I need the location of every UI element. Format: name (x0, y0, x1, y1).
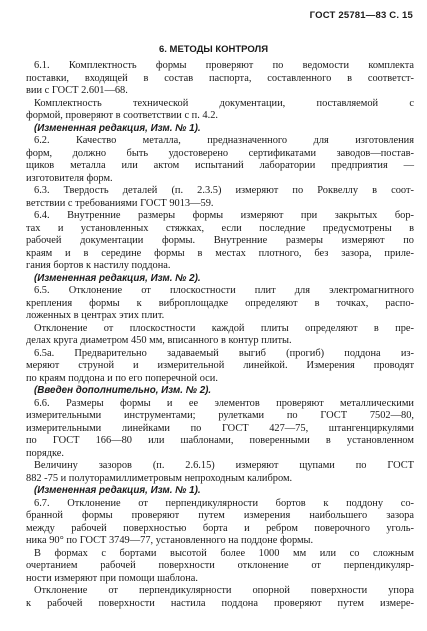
text-line: 6.5. Отклонение от плоскостности плит для электромагнитного (34, 285, 414, 296)
text-line: форм, должно быть удостоверено сертификатами заводов—постав- (26, 147, 414, 159)
text-line: по краям поддона и по его поперечной оси. (26, 372, 218, 384)
section-title: 6. МЕТОДЫ КОНТРОЛЯ (158, 44, 269, 55)
text-line: ложенных в центрах этих плит. (26, 310, 165, 321)
text-line: тах и установленных стяжках, если последние предусмотрены в (26, 222, 414, 234)
text-line: ветствии с требованиями ГОСТ 9013—59. (26, 197, 214, 209)
text-line: 6.3. Твердость деталей (п. 2.3.5) измеряют по Роквеллу в соот- (34, 185, 414, 196)
amendment-note: (Измененная редакция, Изм. № 2). (34, 272, 201, 284)
text-line: делах круга диаметром 450 мм, вписанного в контур плиты. (26, 335, 292, 346)
text-line: Отклонение от перпендикулярности опорной поверхности упора (34, 585, 414, 596)
text-line: меряют струной и измерительной линейкой. Измерения проводят (26, 360, 414, 371)
text-line: Комплектность технической документации, поставляемой с (34, 97, 414, 109)
text-line: 882 -75 и полуторамиллиметровым непроходным калибром. (26, 472, 293, 484)
text-line: формой, проверяют в соответствии с п. 4.2. (26, 110, 219, 121)
text-line: В формах с бортами высотой более 1000 мм или со сложным (34, 547, 414, 559)
text-line: поставки, входящей в состав паспорта, составленного в соответст- (26, 72, 414, 84)
page-header: ГОСТ 25781—83 С. 15 (309, 10, 413, 21)
text-line: к рабочей поверхности настила поддона проверяют путем измере- (26, 597, 414, 609)
text-line: 6.1. Комплектность формы проверяют по ведомости комплекта (34, 60, 414, 71)
text-line: между рабочей поверхностью борта и ребром поверочного уголь- (26, 522, 414, 534)
text-line: измерительными линейками по ГОСТ 427—75, штангенциркулями (26, 422, 414, 434)
text-line: бранной формы проверяют путем измерения наибольшего зазора (26, 510, 414, 521)
text-line: 6.7. Отклонение от перпендикулярности бортов к поддону со- (34, 497, 414, 509)
text-line: 6.5а. Предварительно задаваемый выгиб (прогиб) поддона из- (34, 347, 414, 359)
text-line: крепления формы к виброплощадке определяют в точках, распо- (26, 297, 414, 309)
text-line: ности измеряют при помощи шаблона. (26, 572, 198, 584)
text-line: краям и в середине формы в местах плотного, без зазора, приле- (26, 247, 414, 259)
text-line: ника 90° по ГОСТ 3749—77, установленного на поддоне формы. (26, 535, 314, 546)
text-line: Величину зазоров (п. 2.6.15) измеряют щупами по ГОСТ (34, 460, 414, 471)
text-line: рабочей документации формы. Внутренние размеры измеряют по (26, 235, 414, 246)
text-line: 6.6. Размеры формы и ее элементов проверяют металлическими (34, 397, 414, 409)
body-text (26, 60, 414, 610)
text-line: очертанием рабочей поверхности отклонение от перпендикуляр- (26, 560, 414, 571)
text-line: 6.4. Внутренние размеры формы измеряют при закрытых бор- (34, 210, 414, 221)
text-line: порядке. (26, 447, 65, 459)
text-line: щиков металла или актом испытаний лаборатории предприятия — (26, 160, 414, 171)
text-line: Отклонение от плоскостности каждой плиты определяют в пре- (34, 322, 414, 334)
amendment-note: (Измененная редакция, Изм. № 1). (34, 485, 201, 496)
text-line: измерительными инструментами; рулетками по ГОСТ 7502—80, (26, 410, 414, 421)
amendment-note: (Введен дополнительно, Изм. № 2). (34, 385, 212, 396)
text-line: изготовителя форм. (26, 172, 113, 184)
text-line: 6.2. Качество металла, предназначенного для изготовления (34, 135, 414, 146)
text-line: гания бортов к настилу поддона. (26, 260, 171, 271)
text-line: вии с ГОСТ 2.601—68. (26, 85, 128, 96)
amendment-note: (Измененная редакция, Изм. № 1). (34, 122, 201, 134)
text-line: по ГОСТ 166—80 или шаблонами, поверенными в установленном (26, 435, 414, 446)
